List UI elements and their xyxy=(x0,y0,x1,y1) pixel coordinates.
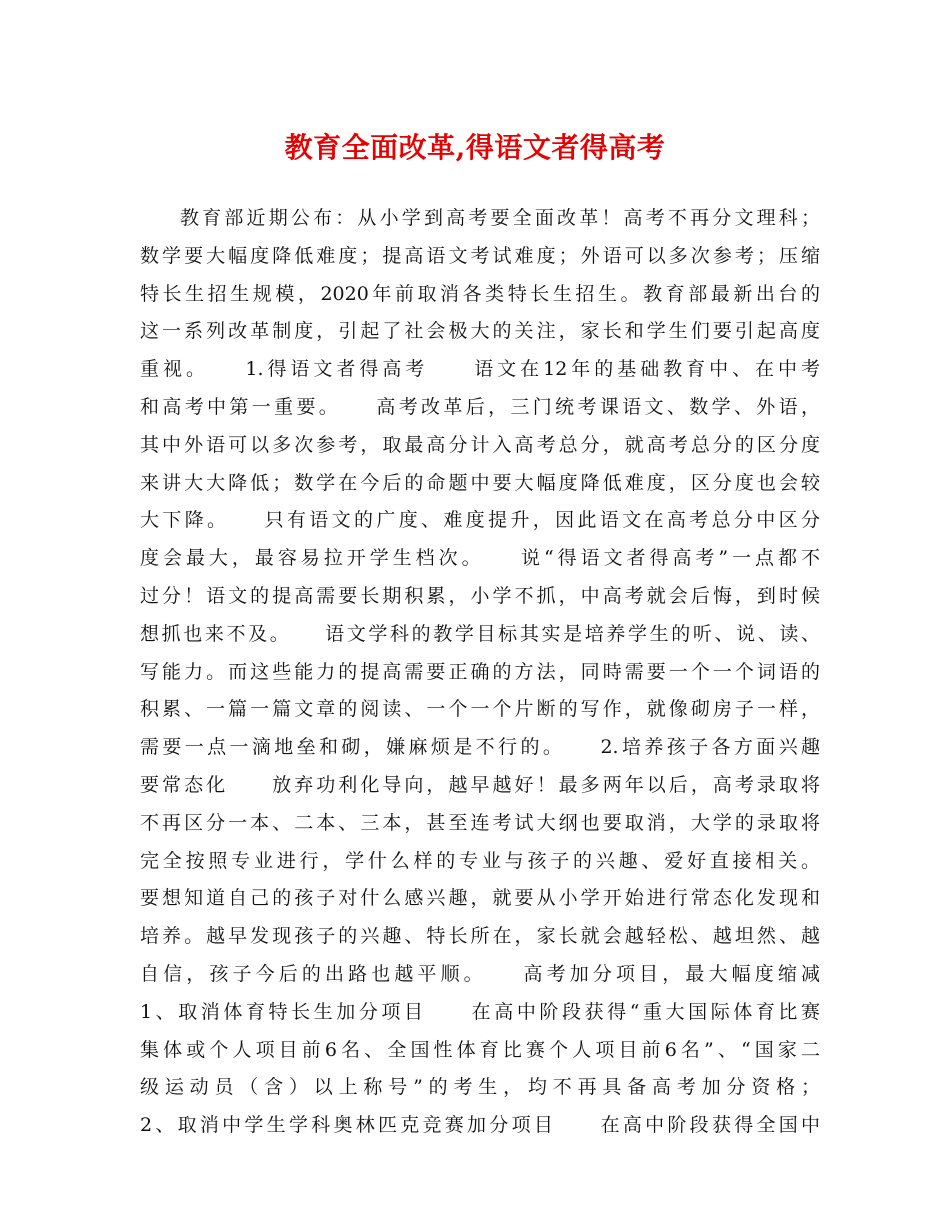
text-line: 2、取消中学生学科奥林匹克竞赛加分项目 在高中阶段获得全国中 xyxy=(140,1114,820,1137)
text-line: 自信，孩子今后的出路也越平顺。 高考加分项目，最大幅度缩减 xyxy=(140,962,820,985)
text-line: 来讲大大降低；数学在今后的命题中要大幅度降低难度，区分度也会较 xyxy=(140,471,820,494)
text-line: 教育部近期公布：从小学到高考要全面改革！高考不再分文理科； xyxy=(180,207,820,229)
text-line: 1、取消体育特长生加分项目 在高中阶段获得“重大国际体育比赛 xyxy=(140,1000,820,1023)
text-line: 级运动员（含）以上称号”的考生，均不再具备高考加分资格； xyxy=(140,1076,820,1099)
text-line: 和高考中第一重要。 高考改革后，三门统考课语文、数学、外语， xyxy=(140,395,820,418)
text-line: 重视。 1.得语文者得高考 语文在12年的基础教育中、在中考 xyxy=(140,358,820,381)
text-line: 特长生招生规模，2020年前取消各类特长生招生。教育部最新出台的 xyxy=(140,282,820,305)
text-line: 积累、一篇一篇文章的阅读、一个一个片断的写作，就像砌房子一样， xyxy=(140,698,820,721)
text-line: 过分！语文的提高需要长期积累，小学不抓，中高考就会后悔，到时候 xyxy=(140,584,820,607)
text-line: 写能力。而这些能力的提高需要正确的方法，同時需要一个一个词语的 xyxy=(140,660,820,683)
document-body xyxy=(140,200,820,1145)
text-line: 这一系列改革制度，引起了社会极大的关注，家长和学生们要引起高度 xyxy=(140,320,820,343)
text-line: 培养。越早发现孩子的兴趣、特长所在，家长就会越轻松、越坦然、越 xyxy=(140,925,820,948)
text-line: 数学要大幅度降低难度；提高语文考试难度；外语可以多次参考；压缩 xyxy=(140,244,820,267)
text-line: 集体或个人项目前6名、全国性体育比赛个人项目前6名”、“国家二 xyxy=(140,1038,820,1061)
text-line: 需要一点一滴地垒和砌，嫌麻烦是不行的。 2.培养孩子各方面兴趣 xyxy=(140,736,820,759)
document-title: 教育全面改革,得语文者得高考 xyxy=(284,131,666,164)
text-line: 大下降。 只有语文的广度、难度提升，因此语文在高考总分中区分 xyxy=(140,509,820,532)
text-line: 度会最大，最容易拉开学生档次。 说“得语文者得高考”一点都不 xyxy=(140,547,820,570)
text-line: 其中外语可以多次参考，取最高分计入高考总分，就高考总分的区分度 xyxy=(140,433,820,456)
text-line: 要想知道自己的孩子对什么感兴趣，就要从小学开始进行常态化发现和 xyxy=(140,887,820,910)
text-line: 不再区分一本、二本、三本，甚至连考试大纲也要取消，大学的录取将 xyxy=(140,811,820,834)
text-line: 完全按照专业进行，学什么样的专业与孩子的兴趣、爱好直接相关。 xyxy=(140,849,820,872)
text-line: 想抓也来不及。 语文学科的教学目标其实是培养学生的听、说、读、 xyxy=(140,622,820,645)
text-line: 要常态化 放弃功利化导向，越早越好！最多两年以后，高考录取将 xyxy=(140,773,820,796)
